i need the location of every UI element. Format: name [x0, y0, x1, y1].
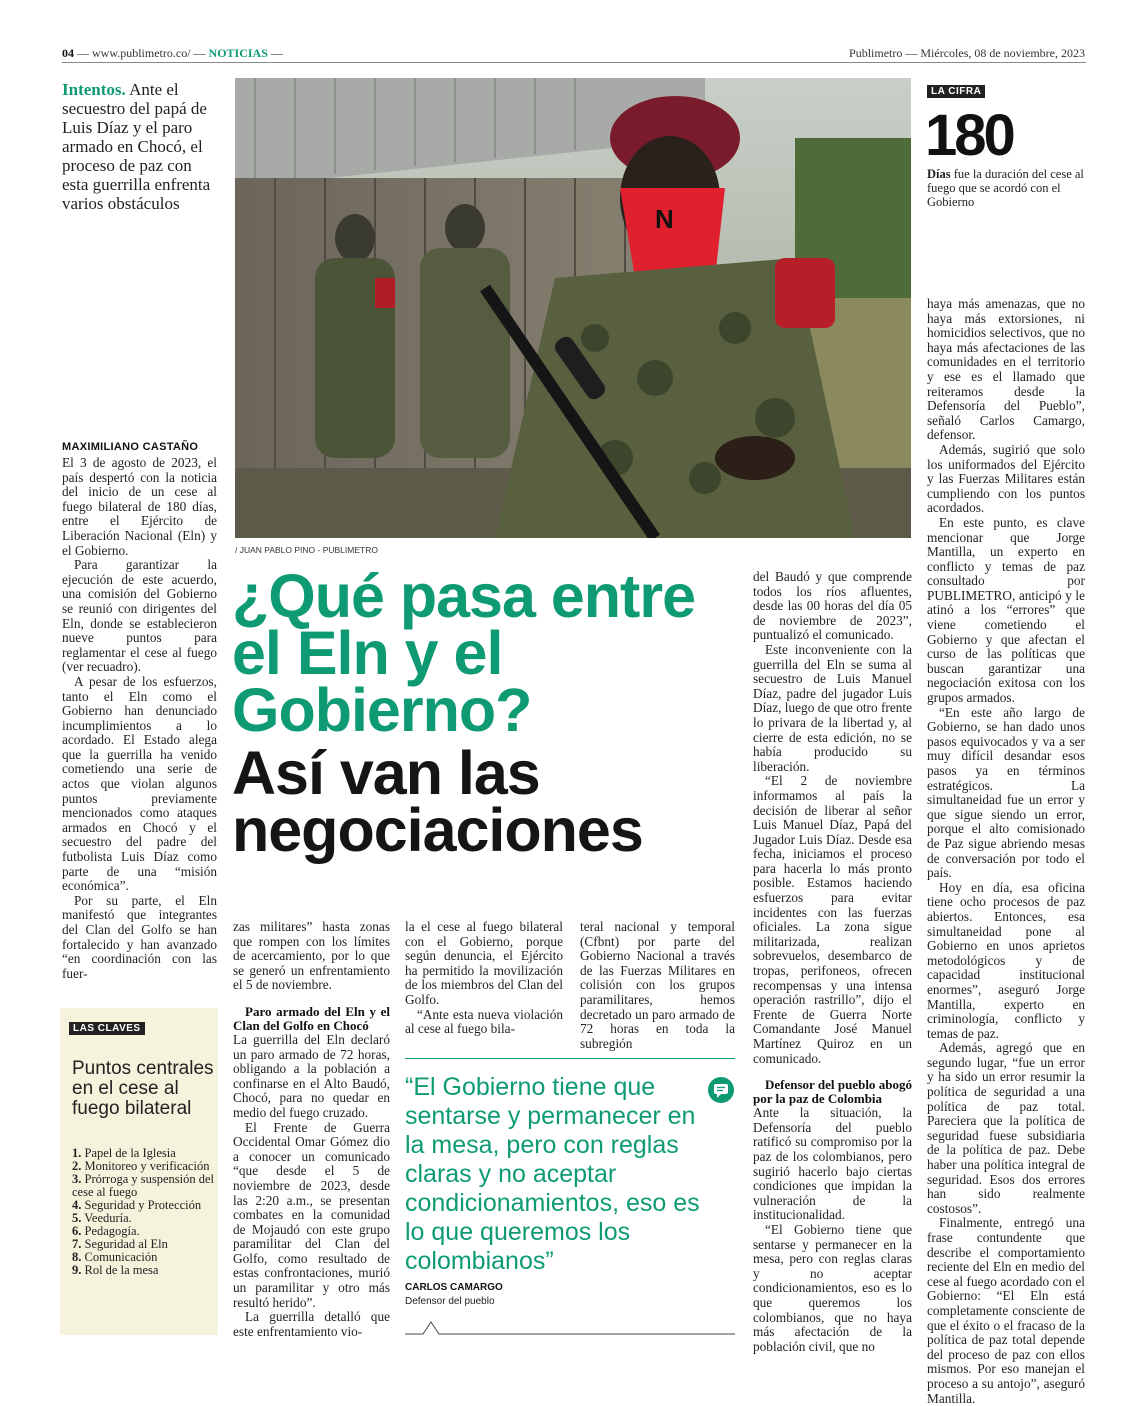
list-item: 2. Monitoreo y verificación: [72, 1159, 210, 1173]
paragraph: Ante la situación, la Defensoría del pueblo ratificó su compromiso por la paz de los colombianos, pero sugirió hacerlo bajo ciertas condiciones que impidan la vulneración de la institucionalidad.: [753, 1105, 912, 1223]
cifra-number: 180: [925, 103, 1013, 168]
paragraph: Además, agregó que en segundo lugar, “fue un error y ha sido un error resumir la política de seguridad a una política de paz total. Pareciera que la política de seguridad fuese subsidiaria de la política de paz. Debe haber una política integral de seguridad. Esos dos errores han sido realmente costosos”.: [927, 1040, 1085, 1216]
publication-name: Publimetro: [849, 46, 903, 60]
paragraph: Para garantizar la ejecución de este acuerdo, una comisión del Gobierno se reunió con dirigentes del Eln, donde se establecieron nueve puntos para reglamentar el cese al fuego (ver recuadro).: [62, 557, 217, 675]
paragraph: Finalmente, entregó una frase contundente que describe el comportamiento reciente del Eln en medio del cese al fuego acordado con el Gobierno: “El Eln está completamente consciente de que el éxito o el fracaso de la política de paz total depende del proceso de paz con ellos mismos. Por eso manejan el proceso a su antojo”, aseguró Mantilla.: [927, 1215, 1085, 1406]
headline-answer: Así van las negociaciones: [232, 739, 643, 864]
list-item: 8. Comunicación: [72, 1250, 158, 1264]
subheading: Paro armado del Eln y el Clan del Golfo en Chocó: [233, 1003, 390, 1033]
quote-rule: [405, 1058, 735, 1059]
intro-deck: [62, 80, 222, 213]
quote-author: CARLOS CAMARGO: [405, 1282, 503, 1293]
paragraph: Además, sugirió que solo los uniformados del Ejército y las Fuerzas Militares están cumpliendo con los puntos acordados.: [927, 441, 1085, 516]
paragraph: “El 2 de noviembre informamos al país la decisión de liberar al señor Luis Manuel Díaz, Papá del Jugador Luis Díaz. Desde esa fecha, iniciamos el proceso para hacerla lo más pronto posible. Estamos haciendo esfuerzos para evitar incidentes con las fuerzas oficiales. La zona sigue militarizada, realizan sobrevuelos, desembarco de tropas, perifoneos, ofrecen recompensas y una intensa operación rastrillo”, dijo el Frente de Guerra Norte Comandante José Manuel Martínez Quiroz en un comunicado.: [753, 773, 912, 1066]
list-item: 3. Prórroga y suspensión del cese al fuego: [72, 1172, 214, 1199]
paragraph: del Baudó y que comprende todos los ríos afluentes, desde las 00 horas del día 05 de noviembre de 2023”, puntualizó el comunicado.: [753, 569, 912, 643]
issue-date: Miércoles, 08 de noviembre, 2023: [920, 46, 1085, 60]
cifra-unit: Días: [927, 167, 951, 181]
paragraph: Hoy en día, esa oficina tiene ocho procesos de paz abiertos. Entonces, esa simultaneidad pone al Gobierno en unos aprietos metodológicos y de capacidad institucional enormes”, aseguró Jorge Mantilla, experto en criminología, conflicto y temas de paz.: [927, 879, 1085, 1041]
list-item: 6. Pedagogía.: [72, 1224, 140, 1238]
speech-bubble-icon: [708, 1077, 734, 1103]
paragraph: teral nacional y temporal (Cfbnt) por parte del Gobierno Nacional a través de las Fuerzas Militares en colisión con los grupos paramilitares, hemos decretado un paro armado de 72 horas en toda la subregión: [580, 919, 735, 1051]
quote-bottom-rule: [405, 1318, 735, 1338]
paragraph: El Frente de Guerra Occidental Omar Gómez dio a conocer un comunicado “que desde el 5 de noviembre de 2023, desde las 2:20 a.m., se presentan combates en la comunidad de Mojaudó con este grupo paramilitar del Clan del Golfo, como resultado de estas confrontaciones, murió un paramilitar y otro más resultó herido”.: [233, 1119, 390, 1310]
article-column-2: [233, 920, 390, 1339]
svg-text:N: N: [655, 204, 674, 234]
paragraph: “En este año largo de Gobierno, se han dado unos pasos equivocados y va a ser muy difícil desandar esos pasos ya en términos estratégicos. La simultaneidad fue un error y que sigue siendo un error, porque el alto comisionado de Paz sigue abriendo mesas de conversación por todo el país.: [927, 704, 1085, 881]
paragraph: Este inconveniente con la guerrilla del Eln se suma al secuestro de Luis Manuel Díaz, padre del jugador Luis Díaz, luego de que otro frente lo privara de la libertad y, al cierre de esta edición, no se había producido su liberación.: [753, 641, 912, 774]
paragraph: La guerrilla detalló que este enfrentamiento vio-: [233, 1309, 390, 1339]
paragraph: La guerrilla del Eln declaró un paro armado de 72 horas, obligando a la población a confinarse en el Alto Baudó, Chocó, para no quedar en medio del fuego cruzado.: [233, 1031, 390, 1120]
list-item: 4. Seguridad y Protección: [72, 1198, 202, 1212]
list-item: 1. Papel de la Iglesia: [72, 1146, 176, 1160]
headline-question: ¿Qué pasa entre el Eln y el Gobierno?: [232, 562, 695, 744]
paragraph: “Ante esta nueva violación al cese al fuego bila-: [405, 1006, 563, 1037]
cifra-text: fue la duración del cese al fuego que se acordó con el Gobierno: [927, 167, 1084, 209]
paragraph: la el cese al fuego bilateral con el Gobierno, porque según denuncia, el Ejército ha permitido la movilización de los miembros del Clan del Golfo.: [405, 919, 563, 1007]
paragraph: haya más amenazas, que no haya más extorsiones, ni homicidios selectivos, que no haya más afectaciones de las comunidades en el territorio y ese es el llamado que reiteramos desde la Defensoría del Pueblo”, señaló Carlos Camargo, defensor.: [927, 296, 1085, 443]
article-column-3: [405, 920, 563, 1037]
quote-author-role: Defensor del pueblo: [405, 1296, 495, 1307]
article-byline: MAXIMILIANO CASTAÑO: [62, 441, 199, 453]
paragraph: zas militares” hasta zonas que rompen con los límites de acercamiento, por lo que se generó un enfrentamiento el 5 de noviembre.: [233, 919, 390, 993]
list-item: 9. Rol de la mesa: [72, 1263, 159, 1277]
guerrilla-photo-illustration: [235, 78, 911, 538]
article-column-5: [753, 570, 912, 1354]
cifra-tag-wrap: [927, 79, 985, 98]
cifra-description: [927, 167, 1085, 209]
intro-text: Ante el secuestro del papá de Luis Díaz y el paro armado en Chocó, el proceso de paz con esta guerrilla enfrenta varios obstáculos: [62, 80, 211, 213]
section-name: NOTICIAS: [208, 46, 268, 60]
cifra-tag: LA CIFRA: [927, 85, 985, 98]
header-rule: [62, 62, 1086, 63]
article-column-6: [927, 297, 1085, 1406]
page-header-right: Publimetro — Miércoles, 08 de noviembre, 2023: [849, 46, 1085, 60]
intro-kicker: Intentos.: [62, 80, 126, 99]
paragraph: El 3 de agosto de 2023, el país despertó con la noticia del inicio de un cese al fuego bilateral de 180 días, entre el Ejército de Liberación Nacional (Eln) y el Gobierno.: [62, 455, 217, 558]
paragraph: A pesar de los esfuerzos, tanto el Eln como el Gobierno han denunciado incumplimientos a lo acordado. El Estado alega que la guerrilla ha venido cometiendo una serie de actos que violan algunos puntos previamente mencionados como ataques armados en Chocó y el secuestro del padre del futbolista Luis Díaz como parte de una “misión económica”.: [62, 673, 217, 894]
article-column-4: [580, 920, 735, 1051]
subheading: Defensor del pueblo abogó por la paz de Colombia: [753, 1077, 912, 1107]
paragraph: Por su parte, el Eln manifestó que integrantes del Clan del Golfo se han fortalecido y han avanzado “en coordinación con las fuer-: [62, 892, 217, 981]
photo-credit: / JUAN PABLO PINO - PUBLIMETRO: [235, 545, 378, 555]
claves-title: Puntos centrales en el cese al fuego bilateral: [72, 1058, 214, 1119]
lead-photo: [235, 78, 911, 538]
pull-quote: “El Gobierno tiene que sentarse y permanecer en la mesa, pero con reglas claras y no aceptar condicionamientos, eso es lo que queremos los colombianos”: [405, 1073, 700, 1275]
site-url[interactable]: www.publimetro.co/: [92, 46, 191, 60]
claves-list: [72, 1147, 218, 1277]
page-header-left: 04 — www.publimetro.co/ — NOTICIAS —: [62, 46, 283, 60]
paragraph: En este punto, es clave mencionar que Jorge Mantilla, un experto en conflicto y temas de paz consultado por PUBLIMETRO, anticipó y le atinó a los “errores” que viene cometiendo el Gobierno y que afectan el curso de las políticas que buscan garantizar una negociación exitosa con los grupos armados.: [927, 514, 1085, 706]
page-number: 04: [62, 46, 74, 60]
list-item: 5. Veeduría.: [72, 1211, 132, 1225]
article-column-1: [62, 456, 217, 981]
paragraph: “El Gobierno tiene que sentarse y permanecer en la mesa, pero con reglas claras y no aceptar condicionamientos, eso es lo que queremos los colombianos, que no haya más afectación de la población civil, que no: [753, 1221, 912, 1354]
list-item: 7. Seguridad al Eln: [72, 1237, 168, 1251]
claves-tag: LAS CLAVES: [69, 1022, 145, 1035]
claves-box: [60, 1008, 218, 1335]
